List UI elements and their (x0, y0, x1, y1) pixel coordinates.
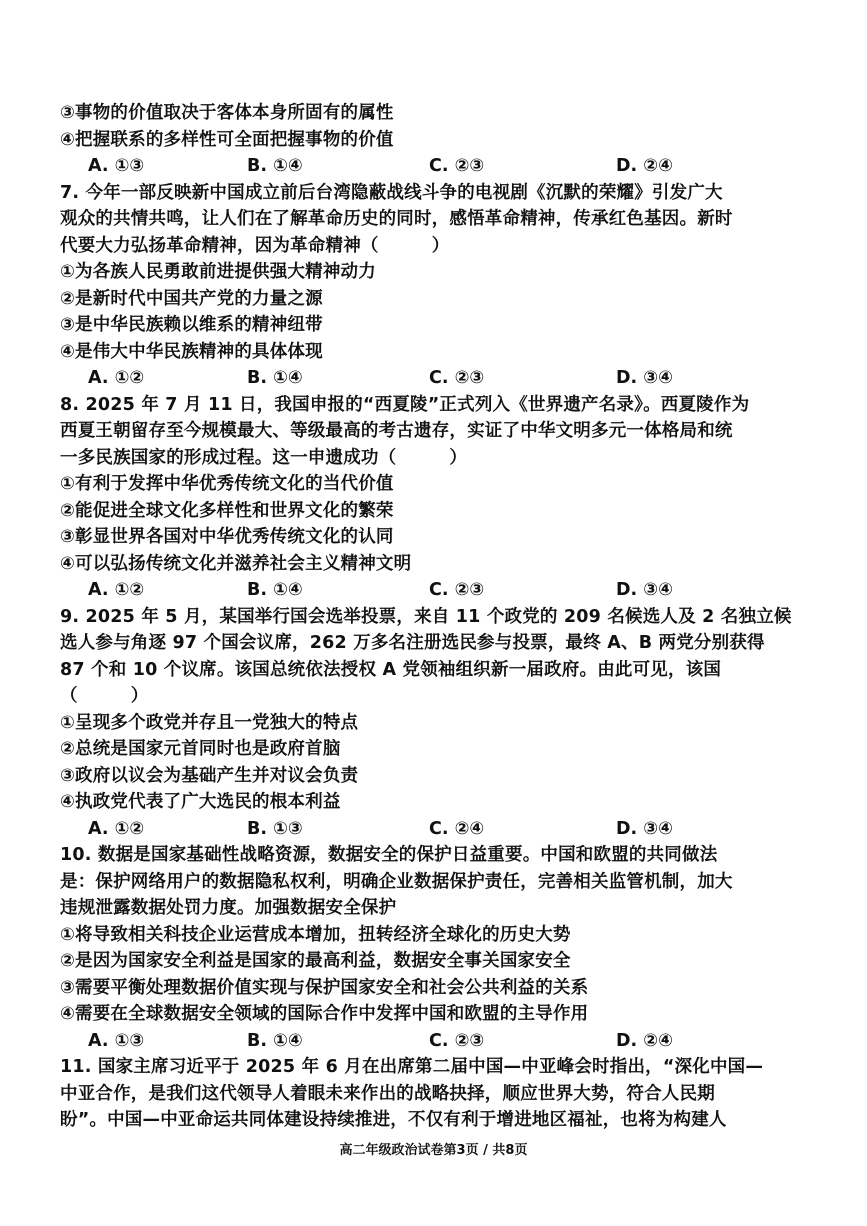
q9-item-2: ②总统是国家元首同时也是政府首脑 (60, 739, 341, 759)
q7-option-a: A. ①② (88, 368, 145, 388)
q9-options (60, 816, 820, 843)
q10-option-d: D. ②④ (616, 1030, 673, 1051)
q6-option-c: C. ②③ (429, 156, 485, 176)
q6-option-a: A. ①③ (88, 156, 145, 176)
q10-item-3: ③需要平衡处理数据价值实现与保护国家安全和社会公共利益的关系 (60, 977, 589, 998)
q7-option-b: B. ①④ (247, 368, 303, 388)
q9-stem-line-1: 9. 2025 年 5 月，某国举行国会选举投票，来自 11 个政党的 209 名候选人及 2 名独立候 (60, 606, 792, 627)
q9-item-3: ③政府以议会为基础产生并对议会负责 (60, 765, 359, 786)
q11-stem-line-2: 中亚合作，是我们这代领导人着眼未来作出的战略抉择，顺应世界大势，符合人民期 (60, 1083, 715, 1104)
q8-option-c: C. ②③ (429, 580, 485, 600)
q8-stem-line-2: 西夏王朝留存至今规模最大、等级最高的考古遗存，实证了中华文明多元一体格局和统 (60, 421, 733, 441)
q6-option-d: D. ②④ (616, 156, 673, 176)
q10-item-4: ④需要在全球数据安全领域的国际合作中发挥中国和欧盟的主导作用 (60, 1004, 589, 1024)
page-footer: 高二年级政治试卷第3页 / 共8页 (339, 1143, 528, 1158)
q8-item-4: ④可以弘扬传统文化并滋养社会主义精神文明 (60, 553, 412, 574)
q9-item-1: ①呈现多个政党并存且一党独大的特点 (60, 712, 359, 733)
q6-option-b: B. ①④ (247, 156, 303, 176)
q7-item-2: ②是新时代中国共产党的力量之源 (60, 288, 323, 309)
q10-option-a: A. ①③ (88, 1030, 145, 1051)
q10-stem-line-2: 是：保护网络用户的数据隐私权利，明确企业数据保护责任，完善相关监管机制，加大 (60, 871, 733, 892)
q10-item-1: ①将导致相关科技企业运营成本增加，扭转经济全球化的历史大势 (60, 924, 571, 945)
q7-item-1: ①为各族人民勇敢前进提供强大精神动力 (60, 262, 376, 282)
q7-item-4: ④是伟大中华民族精神的具体体现 (60, 341, 323, 362)
q11-stem-line-3: 盼”。中国—中亚命运共同体建设持续推进，不仅有利于增进地区福祉，也将为构建人 (60, 1110, 727, 1130)
q8-item-2: ②能促进全球文化多样性和世界文化的繁荣 (60, 500, 394, 521)
q8-item-1: ①有利于发挥中华优秀传统文化的当代价值 (60, 474, 394, 494)
q10-option-c: C. ②③ (429, 1030, 485, 1051)
q6-item-3: ③事物的价值取决于客体本身所固有的属性 (60, 103, 394, 123)
q8-option-b: B. ①④ (247, 580, 303, 600)
q9-stem-line-2: 选人参与角逐 97 个国会议席，262 万多名注册选民参与投票，最终 A、B 两党分别获得 (60, 633, 765, 653)
q10-options (60, 1028, 820, 1055)
q10-item-2: ②是因为国家安全利益是国家的最高利益，数据安全事关国家安全 (60, 951, 571, 971)
q7-stem-line-1: 7. 今年一部反映新中国成立前后台湾隐蔽战线斗争的电视剧《沉默的荣耀》引发广大 (60, 182, 723, 203)
q7-options (60, 365, 820, 392)
q9-option-d: D. ③④ (616, 818, 673, 839)
q9-item-4: ④执政党代表了广大选民的根本利益 (60, 792, 341, 812)
q9-option-a: A. ①② (88, 818, 145, 839)
q8-item-3: ③彰显世界各国对中华优秀传统文化的认同 (60, 527, 394, 547)
q8-stem-line-3: 一多民族国家的形成过程。这一申遗成功（ ） (60, 447, 468, 468)
q7-stem-line-2: 观众的共情共鸣，让人们在了解革命历史的同时，感悟革命精神，传承红色基因。新时 (60, 209, 733, 229)
q11-stem-line-1: 11. 国家主席习近平于 2025 年 6 月在出席第二届中国—中亚峰会时指出，“深化中国— (60, 1057, 764, 1077)
q6-options (60, 153, 820, 180)
q6-item-4: ④把握联系的多样性可全面把握事物的价值 (60, 129, 394, 150)
q9-option-b: B. ①③ (247, 818, 303, 839)
q9-stem-line-3: 87 个和 10 个议席。该国总统依法授权 A 党领袖组织新一届政府。由此可见，该国 (60, 659, 722, 680)
q9-option-c: C. ②④ (429, 818, 485, 839)
q10-option-b: B. ①④ (247, 1030, 303, 1051)
q8-stem-line-1: 8. 2025 年 7 月 11 日，我国申报的“西夏陵”正式列入《世界遗产名录》。西夏陵作为 (60, 394, 750, 415)
q10-stem-line-3: 违规泄露数据处罚力度。加强数据安全保护 (60, 898, 397, 918)
q8-options (60, 577, 820, 604)
q7-option-c: C. ②③ (429, 368, 485, 388)
q9-stem-line-4: （ ） (60, 686, 149, 706)
exam-page (60, 100, 820, 1134)
q7-stem-line-3: 代要大力弘扬革命精神，因为革命精神（ ） (60, 235, 450, 256)
q8-option-d: D. ③④ (616, 580, 673, 600)
q7-item-3: ③是中华民族赖以维系的精神纽带 (60, 315, 323, 335)
q7-option-d: D. ③④ (616, 368, 673, 388)
q10-stem-line-1: 10. 数据是国家基础性战略资源，数据安全的保护日益重要。中国和欧盟的共同做法 (60, 845, 718, 865)
q8-option-a: A. ①② (88, 580, 145, 600)
